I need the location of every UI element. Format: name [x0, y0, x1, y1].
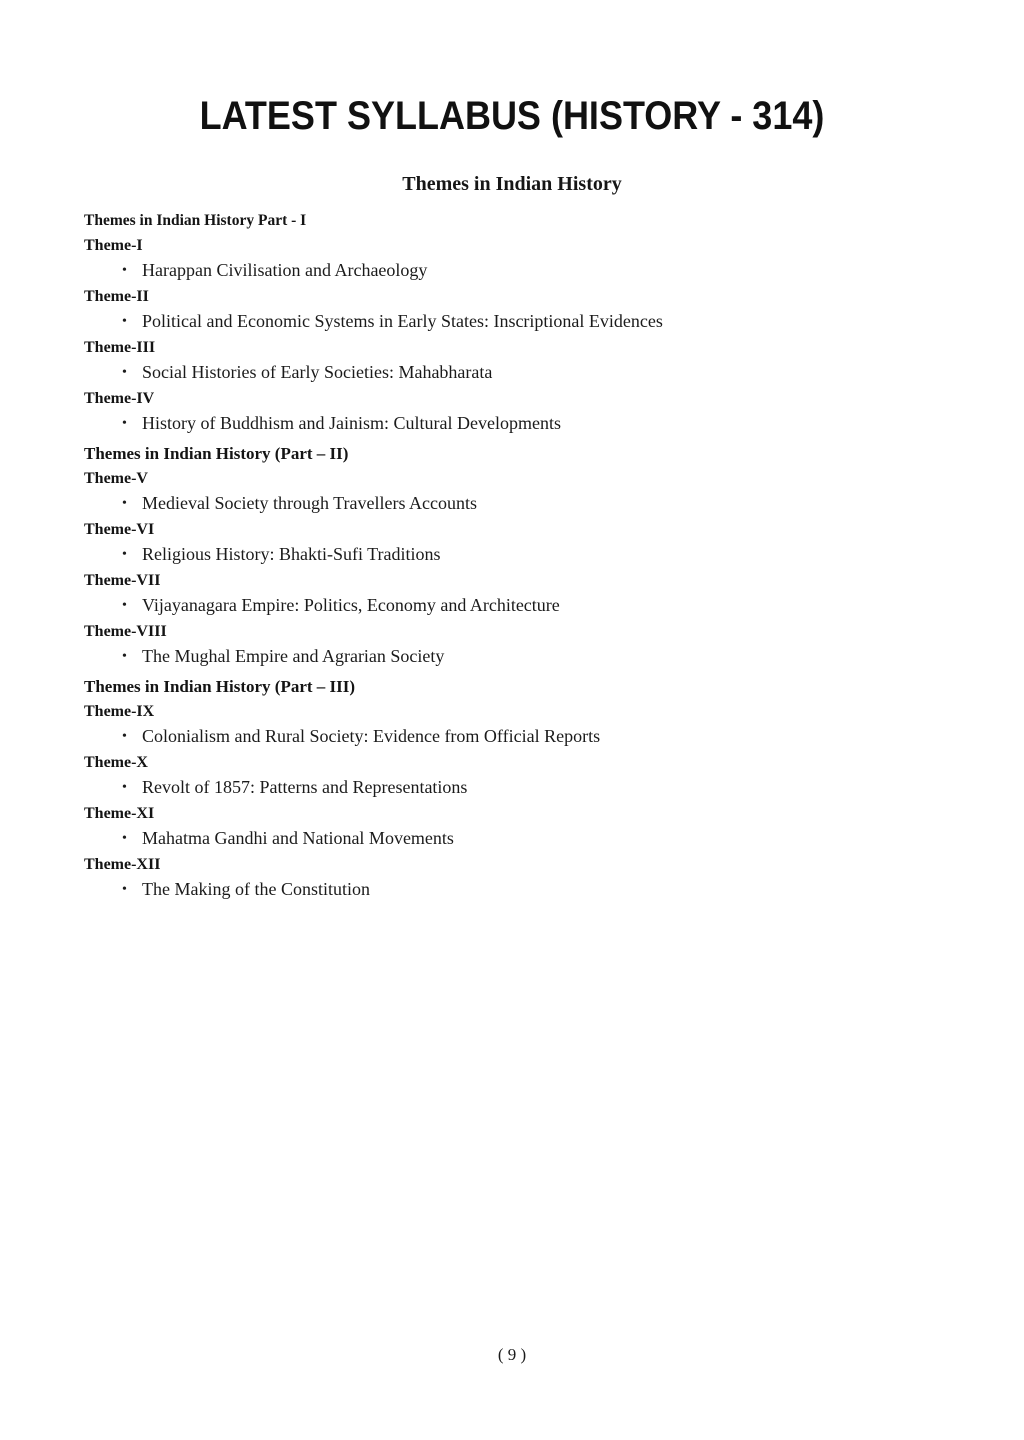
bullet-icon: • — [122, 496, 127, 511]
topic-row — [84, 878, 934, 901]
bullet-icon: • — [122, 365, 127, 380]
topic-row — [84, 827, 934, 850]
page-subtitle: Themes in Indian History — [402, 173, 622, 195]
topic-text: Revolt of 1857: Patterns and Representations — [142, 777, 468, 797]
topic-text: Harappan Civilisation and Archaeology — [142, 260, 428, 280]
topic-text: History of Buddhism and Jainism: Cultural Developments — [142, 413, 561, 433]
bullet-icon: • — [122, 780, 127, 795]
theme-label: Theme-X — [84, 754, 148, 771]
topic-row — [84, 412, 934, 435]
theme-label: Theme-VII — [84, 572, 161, 589]
bullet-icon: • — [122, 314, 127, 329]
theme-label: Theme-XI — [84, 805, 155, 822]
part-heading: Themes in Indian History Part - I — [84, 212, 307, 229]
theme-label: Theme-IV — [84, 390, 155, 407]
topic-text: The Making of the Constitution — [142, 879, 370, 899]
page-title: LATEST SYLLABUS (HISTORY - 314) — [199, 94, 825, 138]
topic-text: Medieval Society through Travellers Accounts — [142, 493, 477, 513]
theme-label: Theme-VI — [84, 521, 155, 538]
topic-text: Mahatma Gandhi and National Movements — [142, 828, 454, 848]
theme-label: Theme-I — [84, 237, 143, 254]
theme-label: Theme-IX — [84, 703, 155, 720]
bullet-icon: • — [122, 649, 127, 664]
bullet-icon: • — [122, 263, 127, 278]
topic-row — [84, 645, 934, 668]
part-heading: Themes in Indian History (Part – II) — [84, 444, 349, 463]
topic-row — [84, 594, 934, 617]
bullet-icon: • — [122, 882, 127, 897]
bullet-icon: • — [122, 598, 127, 613]
topic-row — [84, 361, 934, 384]
syllabus-section — [84, 210, 934, 435]
theme-label: Theme-VIII — [84, 623, 167, 640]
theme-label: Theme-III — [84, 339, 156, 356]
theme-label: Theme-V — [84, 470, 148, 487]
syllabus-section — [84, 676, 934, 901]
syllabus-section — [84, 443, 934, 668]
bullet-icon: • — [122, 831, 127, 846]
topic-row — [84, 310, 934, 333]
topic-row — [84, 492, 934, 515]
topic-row — [84, 543, 934, 566]
topic-text: Colonialism and Rural Society: Evidence from Official Reports — [142, 726, 601, 746]
bullet-icon: • — [122, 729, 127, 744]
part-heading: Themes in Indian History (Part – III) — [84, 677, 356, 696]
topic-text: Political and Economic Systems in Early States: Inscriptional Evidences — [142, 311, 663, 331]
topic-text: Social Histories of Early Societies: Mahabharata — [142, 362, 493, 382]
syllabus-sections — [84, 210, 934, 901]
topic-text: Religious History: Bhakti-Sufi Traditions — [142, 544, 441, 564]
topic-text: Vijayanagara Empire: Politics, Economy and Architecture — [142, 595, 560, 615]
topic-row — [84, 259, 934, 282]
bullet-icon: • — [122, 547, 127, 562]
theme-label: Theme-XII — [84, 856, 161, 873]
page-number: ( 9 ) — [497, 1345, 527, 1364]
bullet-icon: • — [122, 416, 127, 431]
topic-row — [84, 776, 934, 799]
theme-label: Theme-II — [84, 288, 149, 305]
topic-text: The Mughal Empire and Agrarian Society — [142, 646, 445, 666]
topic-row — [84, 725, 934, 748]
